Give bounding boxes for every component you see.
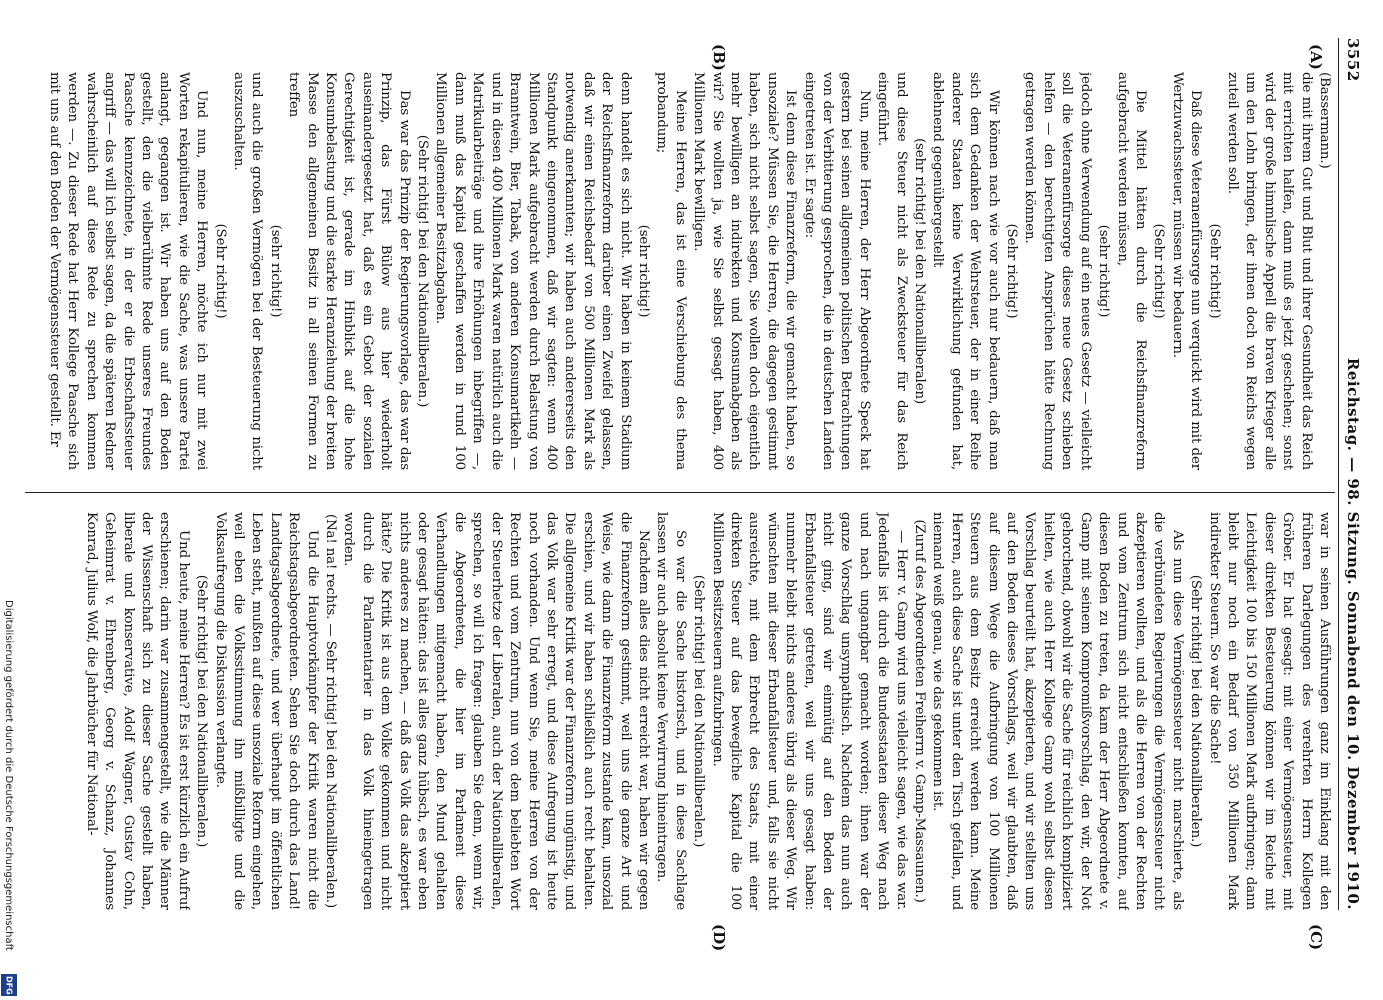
interjection: (sehr richtig!)	[267, 224, 283, 318]
interjection: (Sehr richtig!)	[1004, 223, 1020, 319]
paragraph: denn handelt es sich nicht. Wir haben in keinem Stadium der Reichsfinanzreform darüber einen Zweifel gelassen, daß wir einen Reichsbedarf von 500 Millionen Mark als notwendig anerkannten; wir haben auch andererseits den Standpunkt eingenommen, daß wir sagten: wenn 400 Millionen Mark aufgebracht werden durch Belastung von Branntwein, Bier, Tabak, von anderen Konsumartikeln — und in diesen 400 Millionen Mark waren natürlich auch die Matrikularbeiträge und ihre Erhöhungen inbegriffen —, dann muß das Kapital geschaffen werden in rund 100 Millionen allgemeiner Besitzabgaben.	[433, 72, 633, 470]
interjection: (sehr richtig!)	[635, 224, 651, 318]
header-rule	[1338, 38, 1339, 910]
speaker-name: (Bassermann.)	[1317, 72, 1332, 169]
interjection: (Sehr richtig!)	[1151, 223, 1167, 319]
paragraph: war in seinen Ausführungen ganz im Einklang mit den früheren Darlegungen des verehrten Herrn Kollegen Gröber. Er hat gesagt: mit einer Vermögenssteuer, mit dieser direkten Besteuerung können wir im Reiche mit Leichtigkeit 100 bis 150 Millionen Mark aufbringen; dann bleibt nur noch ein Bedarf von 350 Millionen Mark indirekter Steuern. So war die Sache!	[1206, 512, 1332, 910]
paragraph: Das war das Prinzip der Regierungsvorlage, das war das Prinzip, das Fürst Bülow aus hier wiederholt auseinandergesetzt hat, daß es ein Gebot der sozialen Gerechtigkeit ist, gerade im Hinblick auf die hohe Konsumbelastung und die starke Heranziehung der breiten Masse den allgemeinen Besitz in all seinen Formen zu treffen	[286, 72, 412, 470]
interjection: (Zuruf des Abgeordneten Freiherrn v. Gamp-Massaunen.)	[912, 519, 928, 903]
paragraph: Nun, meine Herren, der Herr Abgeordnete Speck hat gestern bei seinen allgemeinen politischen Betrachtungen von der Verbitterung gesprochen, die in deutschen Landen eingetreten ist. Er sagte:	[801, 72, 872, 470]
dfg-credit-text: Digitalisierung gefördert durch die Deutsche Forschungsgemeinschaft	[3, 600, 14, 951]
paragraph: und diese Steuer nicht als Zwecksteuer für das Reich eingeführt.	[875, 72, 909, 470]
interjection: (Na! na! rechts. — Sehr richtig! bei den Nationalliberalen.)	[323, 513, 339, 909]
margin-letter-d: (D)	[710, 924, 728, 952]
left-column	[33, 72, 1333, 470]
paragraph: jedoch ohne Verwendung auf ein neues Gesetz — vielleicht soll die Veteranenfürsorge dieses neue Gesetz schieben helfen — den berechtigten Ansprüchen hätte Rechnung getragen werden können.	[1022, 72, 1093, 470]
margin-letter-c: (C)	[1307, 924, 1325, 951]
paragraph: die mit ihrem Gut und Blut und ihrer Gesundheit das Reich mit errichten halfen, dann muß es jetzt geschehen; sonst wird der große himmlische Appell die braven Krieger alle um den Lohn bringen, der ihnen doch von Reichs wegen zuteil werden soll.	[1224, 72, 1314, 470]
paragraph: Und die Hauptvorkämpfer der Kritik waren nicht die Reichstagsabgeordneten. Sehen Sie doch durch das Land! Landtagsabgeordnete, und wer überhaupt im öffentlichen Leben steht, mußten auf diese unsoziale Reform eingehen, weil eben die Volksstimmung ihn mißbilligte und die Volksaufregung die Diskussion verlangte.	[212, 512, 320, 910]
column-rule	[25, 492, 1335, 493]
interjection: (Sehr richtig!)	[212, 223, 228, 319]
interjection: (Sehr richtig! bei den Nationalliberalen.)	[194, 574, 210, 848]
paragraph: Nachdem alles dies nicht erreicht war, haben wir gegen die Finanzreform gestimmt, weil uns die ganze Art und Weise, wie dann die Finanzreform zustande kam, unsozial erschien, und wir haben schließlich auch recht behalten. Die allgemeine Kritik war der Finanzreform ungünstig, und das Volk war sehr erregt, und diese Aufregung ist heute noch vorhanden. Und wenn Sie, meine Herren von der Rechten und vom Zentrum, nun von dem beliebten Wort der Steuerhetze der Liberalen, auch der Nationalliberalen, sprechen, so will ich fragen: glauben Sie denn, wenn wir, die Abgeordneten, die hier im Parlament diese Verhandlungen mitgemacht haben, den Mund gehalten oder gesagt hätten: das ist alles ganz hübsch, es war eben nichts anderes zu machen, — daß das Volk das akzeptiert hätte? Die Kritik ist aus dem Volke gekommen und nicht durch die Parlamentarier in das Volk hineingetragen worden.	[341, 512, 651, 910]
paragraph: Daß diese Veteranenfürsorge nun verquickt wird mit der Wertzuwachssteuer, müssen wir bedauern.	[1169, 72, 1204, 470]
paragraph: Ist denn diese Finanzreform, die wir gemacht haben, so unsoziale? Müssen Sie, die Herren, die dagegen gestimmt haben, sich nicht selbst sagen, Sie wollen doch eigentlich mehr bewilligen an indirekten und Konsumabgaben als wir? Sie wollten ja, wie Sie selbst gesagt haben, 400 Millionen Mark bewilligen.	[691, 72, 799, 470]
paragraph: Und heute, meine Herren? Es ist erst kürzlich ein Aufruf erschienen; darin war zusammengestellt, wie die Männer der Wissenschaft sich zu dieser Sache gestellt haben, liberale und konservative, Adolf Wagner, Gustav Cohn, Geheimrat v. Ehrenberg, Georg v. Schanz, Johannes Konrad, Julius Wolf, die Jahrbücher für National-	[83, 512, 191, 910]
interjection: (sehr richtig!)	[1096, 224, 1112, 318]
paragraph: — Herr v. Gamp wird uns vielleicht sagen, wie das war. Jedenfalls ist durch die Bundesstaaten dieser Weg nach und nach ungangbar gemacht worden; ihnen war der ganze Vorschlag unsympathisch. Nachdem das nun auch nicht ging, sind wir einmütig auf den Boden der Erbanfallsteuer getreten, weil wir uns gesagt haben: nunmehr bleibt nichts anderes übrig als dieser Weg. Wir wünschten mit dieser Erbanfallsteuer und, falls sie nicht ausreichte, mit dem Erbrecht des Staats, mit einer direkten Steuer auf das bewegliche Kapital die 100 Millionen Besitzsteuern aufzubringen.	[709, 512, 909, 910]
paragraph: So war die Sache historisch, und in diese Sachlage lassen wir auch absolut keine Verwirrung hineintragen.	[654, 512, 688, 910]
paragraph: Als nun diese Vermögenssteuer nicht marschierte, als die verbündeten Regierungen die Vermögenssteuer nicht akzeptieren wollten, und als die Herren von der Rechten und vom Zentrum sich nicht entschließen konnten, auf diesen Boden zu treten, da kam der Herr Abgeordnete v. Gamp mit seinem Kompromißvorschlag, den wir, der Not gehorchend, obwohl wir die Sache für reichlich kompliziert hielten, wie auch Herr Kollege Gamp wohl selbst diesen Vorschlag beurteilt hat, akzeptierten, und wir stellten uns auf den Boden dieses Vorschlags, weil wir glaubten, daß auf diesem Wege die Aufbringung von 100 Millionen Steuern aus dem Besitz erreicht werden kann. Meine Herren, auch diese Sache ist unter den Tisch gefallen, und niemand weiß genau, wie das gekommen ist.	[930, 512, 1185, 910]
dfg-logo: DFG	[1, 974, 17, 996]
interjection: (Sehr richtig! bei den Nationalliberalen.)	[415, 134, 431, 408]
paragraph: Die Mittel hätten durch die Reichsfinanzreform aufgebracht werden müssen,	[1114, 72, 1148, 470]
page-number: 3552	[1344, 38, 1362, 82]
right-column	[33, 512, 1333, 910]
paragraph: Meine Herren, das ist eine Verschiebung des thema probandum;	[654, 72, 688, 470]
paragraph: und auch die großen Vermögen bei der Besteuerung nicht auszuschalten.	[231, 72, 265, 470]
dfg-credit	[0, 600, 18, 1000]
paragraph: Wir können nach wie vor auch nur bedauern, daß man sich dem Gedanken der Wehrsteuer, der in einer Reihe anderer Staaten keine Verwirklichung gefunden hat, ablehnend gegenübergestellt	[930, 72, 1001, 470]
page-header-title: Reichstag. — 98. Sitzung. Sonnabend den 10. Dezember 1910.	[1344, 357, 1362, 910]
interjection: (Sehr richtig! bei den Nationalliberalen.)	[691, 574, 707, 848]
interjection: (sehr richtig! bei den Nationalliberalen)	[912, 137, 928, 405]
paragraph: Und nun, meine Herren, möchte ich nur mit zwei Worten rekapitulieren, wie die Sache, was unsere Partei anlangt, gegangen ist. Wir haben uns auf den Boden gestellt, den die vielberühmte Rede unseres Freundes Paasche kennzeichnete, in der er die Erbschaftssteuer angriff — das will ich selbst sagen, da die späteren Redner wahrscheinlich auf diese Rede zu sprechen kommen werden —. Zu dieser Rede hat Herr Kollege Paasche sich mit uns auf den Boden der Vermögenssteuer gestellt. Er	[46, 72, 210, 470]
interjection: (Sehr richtig! bei den Nationalliberalen.)	[1188, 574, 1204, 848]
interjection: (Sehr richtig!)	[1206, 223, 1222, 319]
running-head	[1343, 38, 1363, 910]
margin-letter-b: (B)	[710, 44, 728, 71]
margin-letter-a: (A)	[1307, 44, 1325, 70]
